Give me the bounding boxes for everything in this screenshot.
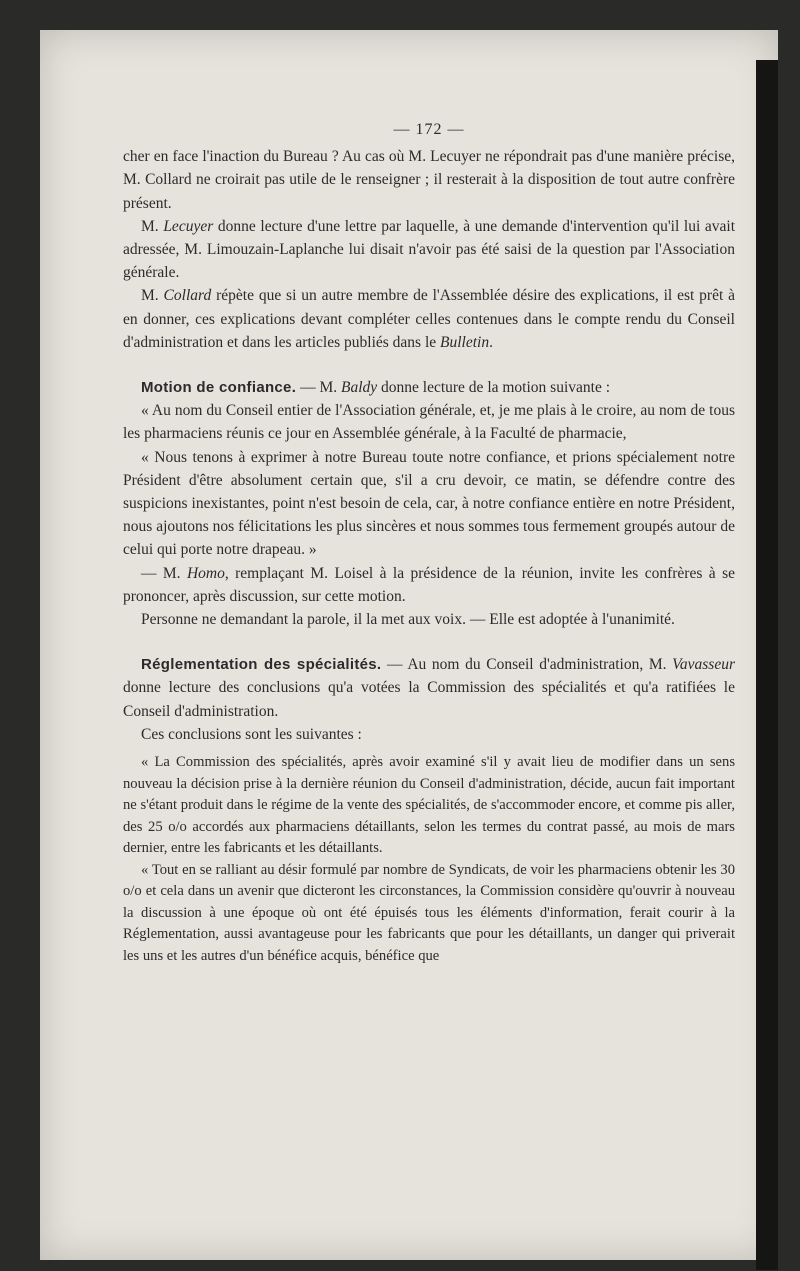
page-number: — 172 — bbox=[393, 121, 465, 138]
section-reglementation: Réglementation des spécialités. — Au nom du Conseil d'administration, M. Vavasseur donne lecture des conclusions qu'a votées la Commission des spécialités et qu'a ratifiées le Conseil d'administration. bbox=[123, 656, 735, 720]
section-heading: Motion de confiance. bbox=[141, 379, 297, 397]
book-binding-edge bbox=[756, 60, 778, 1270]
page-text bbox=[123, 118, 735, 967]
person-name: Lecuyer bbox=[163, 217, 214, 235]
paragraph: cher en face l'inaction du Bureau ? Au cas où M. Lecuyer ne répondrait pas d'une manière précise, M. Collard ne croirait pas utile de le renseigner ; il resterait à la disposition de tout autre confrère présent. bbox=[123, 148, 735, 212]
paragraph: Personne ne demandant la parole, il la met aux voix. — Elle est adoptée à l'unanimité. bbox=[141, 611, 675, 629]
paragraph: Ces conclusions sont les suivantes : bbox=[141, 725, 362, 743]
person-name: Collard bbox=[163, 287, 212, 305]
paragraph: M. Lecuyer donne lecture d'une lettre par laquelle, à une demande d'intervention qu'il lui avait adressée, M. Limouzain-Laplanche lui disait n'avoir pas été saisi de la question par l'Association générale. bbox=[123, 217, 736, 282]
paragraph: — M. Homo, remplaçant M. Loisel à la présidence de la réunion, invite les confrères à se prononcer, après discussion, sur cette motion. bbox=[123, 564, 735, 605]
paragraph: « Au nom du Conseil entier de l'Association générale, et, je me plais à le croire, au nom de tous les pharmaciens réunis ce jour en Assemblée générale, à la Faculté de pharmacie, bbox=[123, 402, 735, 443]
paragraph: M. Collard répète que si un autre membre de l'Assemblée désire des explications, il est prêt à en donner, ces explications devant compléter celles contenues dans le compte rendu du Conseil d'administration et dans les articles publiés dans le Bulletin. bbox=[123, 287, 736, 351]
person-name: Vavasseur bbox=[672, 656, 735, 674]
person-name: Homo bbox=[186, 564, 225, 582]
person-name: Baldy bbox=[340, 379, 378, 397]
publication-title: Bulletin bbox=[440, 333, 490, 351]
paragraph: « La Commission des spécialités, après avoir examiné s'il y avait lieu de modifier dans un sens nouveau la décision prise à la dernière réunion du Conseil d'administration, décide, aucun fait important ne s'étant produit dans le régime de la vente des spécialités, de s'accommoder encore, et comme pis aller, des 25 o/o accordés aux pharmaciens détaillants, selon les termes du contrat passé, au mois de mars dernier, entre les fabricants et les détaillants. bbox=[123, 754, 735, 857]
paragraph: « Tout en se ralliant au désir formulé par nombre de Syndicats, de voir les pharmaciens obtenir les 30 o/o et cela dans un avenir que dicteront les circonstances, la Commission considère qu'ouvrir à nouveau la discussion à une époque où ont été épuisés tous les éléments d'information, ferait courir à la Réglementation, aussi avantageuse pour les fabricants que pour les détaillants, un danger qui priverait les uns et les autres d'un bénéfice acquis, bénéfice que bbox=[123, 861, 735, 964]
section-heading: Réglementation des spécialités. bbox=[141, 656, 382, 674]
paragraph: « Nous tenons à exprimer à notre Bureau toute notre confiance, et prions spécialement notre Président d'être absolument certain que, s'il a cru devoir, ce matin, se défendre contre des suspicions inexistantes, point n'est besoin de cela, car, à notre confiance entière en notre Président, nous ajoutons nos félicitations les plus sincères et nous sommes tous fermement groupés autour de celui qui porte notre drapeau. » bbox=[123, 448, 735, 559]
section-motion-de-confiance: Motion de confiance. — M. Baldy donne lecture de la motion suivante : bbox=[141, 379, 611, 397]
